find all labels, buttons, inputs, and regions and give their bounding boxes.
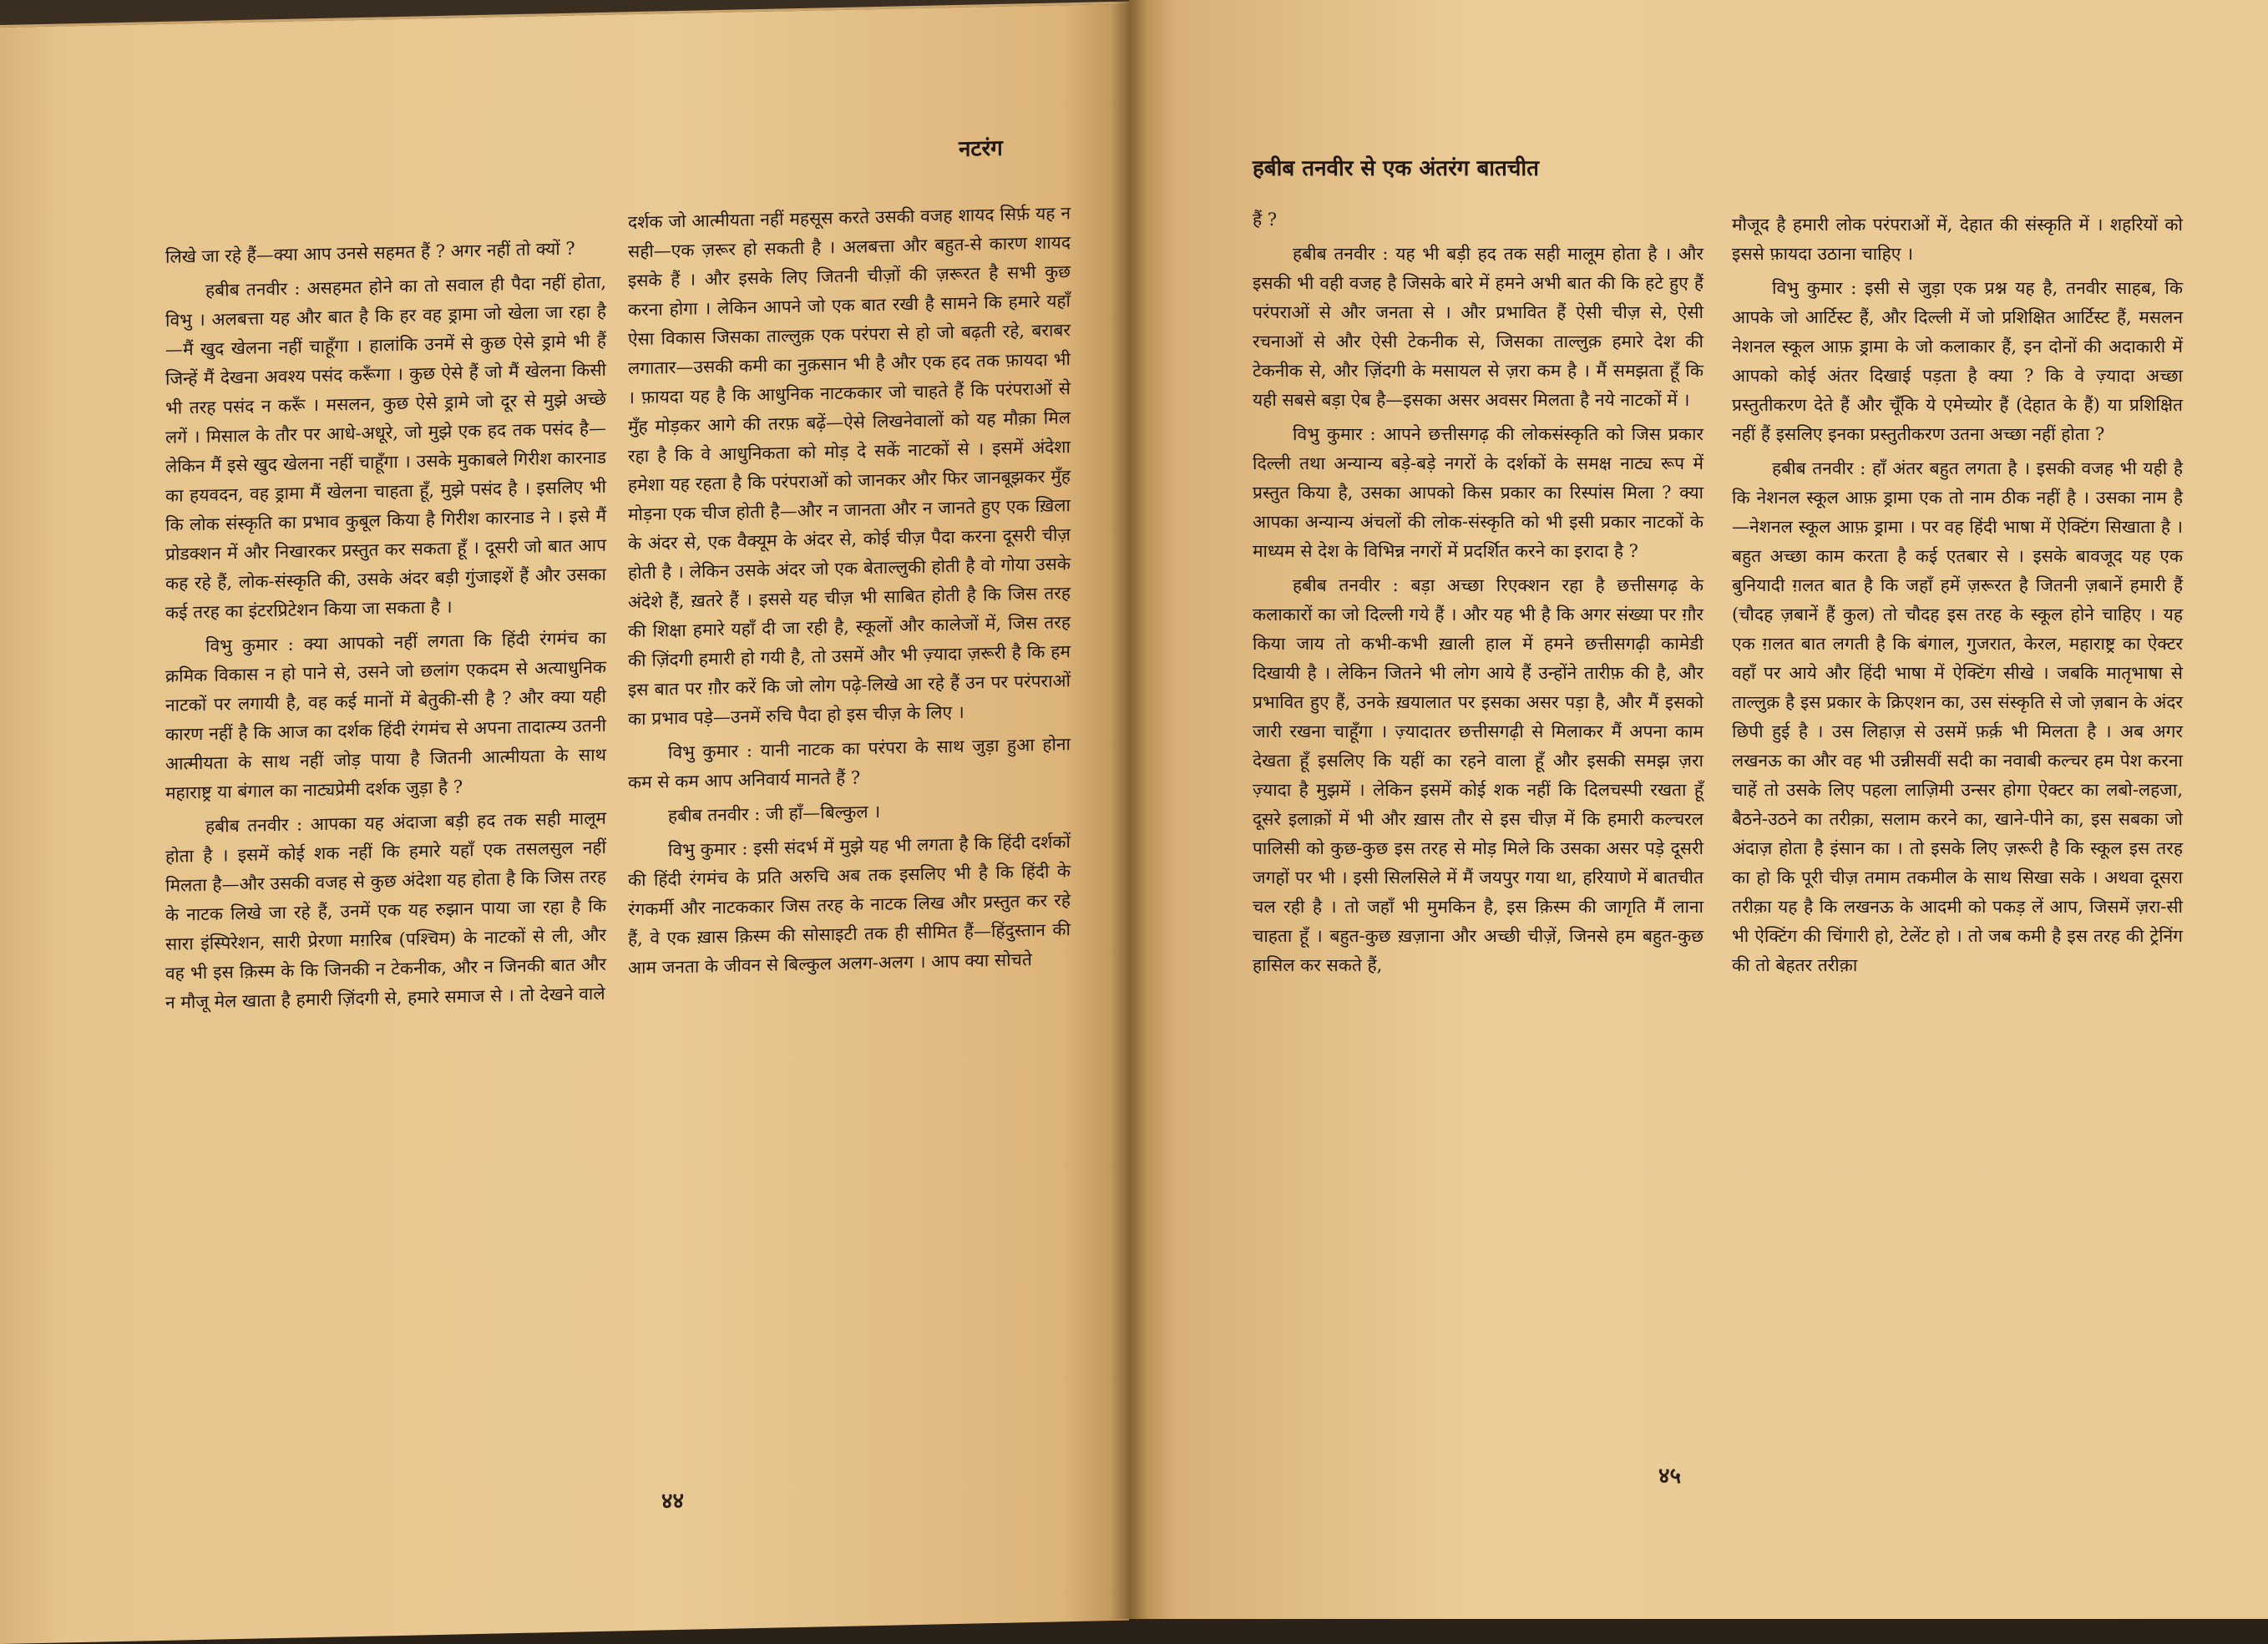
left-page-column-1 <box>165 234 606 1023</box>
left-page-column-2 <box>628 199 1071 988</box>
left-page-number: ४४ <box>661 1488 685 1515</box>
right-page-header: हबीब तनवीर से एक अंतरंग बातचीत <box>1253 156 1539 181</box>
paragraph: विभु कुमार : इसी संदर्भ में मुझे यह भी लगता है कि हिंदी दर्शकों की हिंदी रंगमंच के प्रति अरुचि अब तक इसलिए भी है कि हिंदी के रंगकर्मी और नाटककार जिस तरह के नाटक लिख और प्रस्तुत कर रहे हैं, वे एक ख़ास क़िस्म की सोसाइटी तक ही सीमित हैं—हिंदुस्तान की आम जनता के जीवन से बिल्कुल अलग-अलग । आप क्या सोचते <box>628 832 1071 979</box>
paragraph: हबीब तनवीर : हाँ अंतर बहुत लगता है । इसकी वजह भी यही है कि नेशनल स्कूल आफ़ ड्रामा एक तो नाम ठीक नहीं है । उसका नाम है—नेशनल स्कूल आफ़ ड्रामा । पर वह हिंदी भाषा में ऐक्टिंग सिखाता है । बहुत अच्छा काम करता है कई एतबार से । इसके बावजूद यह एक बुनियादी ग़लत बात है कि जहाँ हमें ज़रूरत है जितनी ज़बानें हमारी हैं (चौदह ज़बानें हैं कुल) तो चौदह इस तरह के स्कूल होने चाहिए । यह एक ग़लत बात लगती है कि बंगाल, गुजरात, केरल, महाराष्ट्र का ऐक्टर वहाँ पर आये और हिंदी भाषा में ऐक्टिंग सीखे । जबकि मातृभाषा से ताल्लुक़ है इस प्रकार के क्रिएशन का, उस संस्कृति से जो ज़बान के अंदर छिपी हुई है । उस लिहाज़ से उसमें फ़र्क़ भी मिलता है । अब अगर लखनऊ का और वह भी उन्नीसवीं सदी का नवाबी कल्चर हम पेश करना चाहें तो उसके लिए पहला लाज़िमी उन्सर होगा ऐक्टर का लबो-लहजा, बैठने-उठने का तरीक़ा, सलाम करने का, खाने-पीने का, इस सबका जो अंदाज़ होता है इंसान का । तो इसके लिए ज़रूरी है कि स्कूल इस तरह का हो कि पूरी चीज़ तमाम तकमील के साथ सिखा सके । अथवा दूसरा तरीक़ा यह है कि लखनऊ के आदमी को पकड़ लें आप, जिसमें ज़रा-सी भी ऐक्टिंग की चिंगारी हो, टेलेंट हो । तो जब कमी है इस तरह की ट्रेनिंग की तो बेहतर तरीक़ा <box>1732 458 2183 975</box>
left-page <box>0 2 1129 1644</box>
paragraph: हबीब तनवीर : यह भी बड़ी हद तक सही मालूम होता है । और इसकी भी वही वजह है जिसके बारे में हमने अभी बात की कि हटे हुए हैं परंपराओं से और जनता से । और प्रभावित हैं ऐसी चीज़ से, ऐसी रचनाओं से और ऐसी टेकनीक से, जिसका ताल्लुक़ हमारे देश की टेकनीक से, और ज़िंदगी के मसायल से ज़रा कम है । मैं समझता हूँ कि यही सबसे बड़ा ऐब है—इसका असर अवसर मिलता है नये नाटकों में । <box>1253 244 1704 410</box>
paragraph: लिखे जा रहे हैं—क्या आप उनसे सहमत हैं ? अगर नहीं तो क्यों ? <box>165 238 575 267</box>
paragraph: विभु कुमार : इसी से जुड़ा एक प्रश्न यह है, तनवीर साहब, कि आपके जो आर्टिस्ट हैं, और दिल्ली में जो प्रशिक्षित आर्टिस्ट हैं, मसलन नेशनल स्कूल आफ़ ड्रामा के जो कलाकार हैं, इन दोनों की अदाकारी में आपको कोई अंतर दिखाई पड़ता है क्या ? कि वे ज़्यादा अच्छा प्रस्तुतीकरण देते हैं और चूँकि ये एमेच्योर हैं (देहात के हैं) या प्रशिक्षित नहीं हैं इसलिए इनका प्रस्तुतीकरण उतना अच्छा नहीं होता ? <box>1732 278 2183 444</box>
right-page-column-1 <box>1253 205 1704 985</box>
paragraph: विभु कुमार : क्या आपको नहीं लगता कि हिंदी रंगमंच का क्रमिक विकास न हो पाने से, उसने जो छलांग एकदम से अत्याधुनिक नाटकों पर लगायी है, वह कई मानों में बेतुकी-सी है ? और क्या यही कारण नहीं है कि आज का दर्शक हिंदी रंगमंच से अपना तादात्म्य उतनी आत्मीयता के साथ नहीं जोड़ पाया है जितनी आत्मीयता के साथ महाराष्ट्र या बंगाल का नाट्यप्रेमी दर्शक जुड़ा है ? <box>165 627 606 803</box>
right-page-column-2 <box>1732 210 2183 985</box>
paragraph: विभु कुमार : यानी नाटक का परंपरा के साथ जुड़ा हुआ होना कम से कम आप अनिवार्य मानते हैं ? <box>628 734 1071 793</box>
paragraph: हबीब तनवीर : जी हाँ—बिल्कुल । <box>668 801 881 827</box>
paragraph: मौजूद है हमारी लोक परंपराओं में, देहात की संस्कृति में । शहरियों को इससे फ़ायदा उठाना चाहिए । <box>1732 215 2183 264</box>
paragraph: हबीब तनवीर : बड़ा अच्छा रिएक्शन रहा है छत्तीसगढ़ के कलाकारों का जो दिल्ली गये हैं । और यह भी है कि अगर संख्या पर ग़ौर किया जाय तो कभी-कभी ख़ाली हाल में हमने छत्तीसगढ़ी कामेडी दिखायी है । लेकिन जितने भी लोग आये हैं उन्होंने तारीफ़ की है, और प्रभावित हुए हैं, उनके ख़यालात पर इसका असर पड़ा है, और मैं इसको जारी रखना चाहूँगा । ज़्यादातर छत्तीसगढ़ी से मिलाकर मैं अपना काम देखता हूँ इसलिए कि यहीं का रहने वाला हूँ और इसकी समझ ज़रा ज़्यादा है मुझमें । लेकिन इसमें कोई शक नहीं कि दिलचस्पी रखता हूँ दूसरे इलाक़ों में भी और ख़ास तौर से इस चीज़ में कि हमारी कल्चरल पालिसी को कुछ-कुछ इस तरह से मोड़ मिले कि उसका असर पड़े दूसरी जगहों पर भी । इसी सिलसिले में मैं जयपुर गया था, हरियाणे में बातचीत चल रही है । तो जहाँ भी मुमकिन है, इस क़िस्म की जागृति मैं लाना चाहता हूँ । बहुत-कुछ ख़ज़ाना और अच्छी चीज़ें, जिनसे हम बहुत-कुछ हासिल कर सकते हैं, <box>1253 575 1704 975</box>
paragraph: दर्शक जो आत्मीयता नहीं महसूस करते उसकी वजह शायद सिर्फ़ यह न सही—एक ज़रूर हो सकती है । अलबत्ता और बहुत-से कारण शायद इसके हैं । और इसके लिए जितनी चीज़ों की ज़रूरत है सभी कुछ करना होगा । लेकिन आपने जो एक बात रखी है सामने कि हमारे यहाँ ऐसा विकास जिसका ताल्लुक़ एक परंपरा से हो जो बढ़ती रहे, बराबर लगातार—उसकी कमी का नुक़सान भी है और एक हद तक फ़ायदा भी । फ़ायदा यह है कि आधुनिक नाटककार जो चाहते हैं कि परंपराओं से मुँह मोड़कर आगे की तरफ़ बढ़ें—ऐसे लिखनेवालों को यह मौक़ा मिल रहा है कि वे आधुनिकता को मोड़ दे सकें नाटकों से । इसमें अंदेशा हमेशा यह रहता है कि परंपराओं को जानकर और फिर जानबूझकर मुँह मोड़ना एक चीज होती है—और न जानता और न जानते हुए एक ख़िला के अंदर से, एक वैक्यूम के अंदर से, कोई चीज़ पैदा करना दूसरी चीज़ होती है । लेकिन उसके अंदर जो एक बेताल्लुकी होती है वो गोया उसके अंदेशे हैं, ख़तरे हैं । इससे यह चीज़ भी साबित होती है कि जिस तरह की शिक्षा हमारे यहाँ दी जा रही है, स्कूलों और कालेजों में, जिस तरह की ज़िंदगी हमारी हो गयी है, तो उसमें और भी ज़्यादा ज़रूरी है कि हम इस बात पर ग़ौर करें कि जो लोग पढ़े-लिखे आ रहे हैं उन पर परंपराओं का प्रभाव पड़े—उनमें रुचि पैदा हो इस चीज़ के लिए । <box>628 203 1071 730</box>
paragraph: हबीब तनवीर : असहमत होने का तो सवाल ही पैदा नहीं होता, विभु । अलबत्ता यह और बात है कि हर वह ड्रामा जो खेला जा रहा है—मैं खुद खेलना नहीं चाहूँगा । हालांकि उनमें से कुछ ऐसे ड्रामे भी हैं जिन्हें मैं देखना अवश्य पसंद करूँगा । कुछ ऐसे हैं जो मैं खेलना किसी भी तरह पसंद न करूँ । मसलन, कुछ ऐसे ड्रामे जो दूर से मुझे अच्छे लगें । मिसाल के तौर पर आधे-अधूरे, जो मुझे एक हद तक पसंद है—लेकिन मैं इसे खुद खेलना नहीं चाहूँगा । उसके मुकाबले गिरीश कारनाड का हयवदन, वह ड्रामा मैं खेलना चाहता हूँ, मुझे पसंद है । इसलिए भी कि लोक संस्कृति का प्रभाव कुबूल किया है गिरीश कारनाड ने । इसे मैं प्रोडक्शन में और निखारकर प्रस्तुत कर सकता हूँ । दूसरी जो बात आप कह रहे हैं, लोक-संस्कृति की, उसके अंदर बड़ी गुंजाइशें हैं और उसका कई तरह का इंटरप्रिटेशन किया जा सकता है । <box>165 271 606 623</box>
right-page <box>1129 0 2268 1619</box>
left-page-header: नटरंग <box>959 135 1003 162</box>
book-gutter <box>1111 0 1147 1619</box>
paragraph: विभु कुमार : आपने छत्तीसगढ़ की लोकसंस्कृति को जिस प्रकार दिल्ली तथा अन्यान्य बड़े-बड़े नगरों के दर्शकों के समक्ष नाट्य रूप में प्रस्तुत किया है, उसका आपको किस प्रकार का रिस्पांस मिला ? क्या आपका अन्यान्य अंचलों की लोक-संस्कृति को भी इसी प्रकार नाटकों के माध्यम से देश के विभिन्न नगरों में प्रदर्शित करने का इरादा है ? <box>1253 424 1704 561</box>
paragraph: हैं ? <box>1253 210 1278 230</box>
paragraph: हबीब तनवीर : आपका यह अंदाजा बड़ी हद तक सही मालूम होता है । इसमें कोई शक नहीं कि हमारे यहाँ एक तसलसुल नहीं मिलता है—और उसकी वजह से कुछ अंदेशा यह होता है कि जिस तरह के नाटक लिखे जा रहे हैं, उनमें एक यह रुझान पाया जा रहा है कि सारा इंस्पिरेशन, सारी प्रेरणा मग़रिब (पश्चिम) के नाटकों से ली, और वह भी इस क़िस्म के कि जिनकी न टेकनीक, और न जिनकी बात और न मौजू मेल खाता है हमारी ज़िंदगी से, हमारे समाज से । तो देखने वाले <box>165 807 606 1013</box>
right-page-number: ४५ <box>1658 1464 1682 1489</box>
